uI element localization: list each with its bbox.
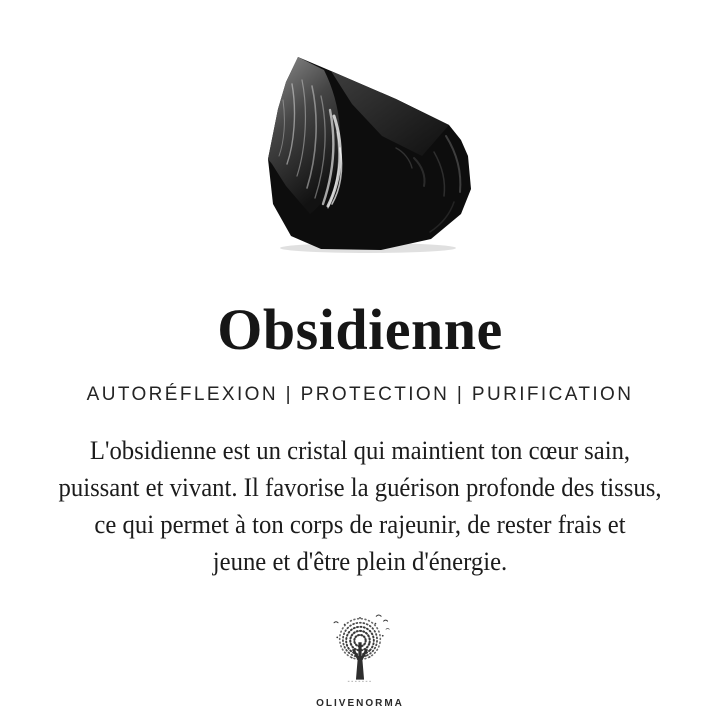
obsidian-stone-image bbox=[264, 52, 472, 254]
description-line: ce qui permet à ton corps de rajeunir, de rester frais et bbox=[94, 510, 626, 539]
olivenorma-tree-logo-icon bbox=[320, 613, 400, 691]
keywords-subtitle: AUTORÉFLEXION | PROTECTION | PURIFICATION bbox=[86, 384, 634, 405]
description-line: puissant et vivant. Il favorise la guérison profonde des tissus, bbox=[58, 473, 662, 502]
brand-logo bbox=[0, 613, 720, 709]
page-title: Obsidienne bbox=[217, 297, 503, 362]
brand-name: OLIVENORMA bbox=[316, 698, 404, 709]
description-paragraph bbox=[18, 432, 702, 580]
description-line: L'obsidienne est un cristal qui maintient ton cœur sain, bbox=[89, 436, 631, 465]
description-line: jeune et d'être plein d'énergie. bbox=[212, 547, 508, 576]
obsidian-stone-icon bbox=[264, 52, 472, 254]
